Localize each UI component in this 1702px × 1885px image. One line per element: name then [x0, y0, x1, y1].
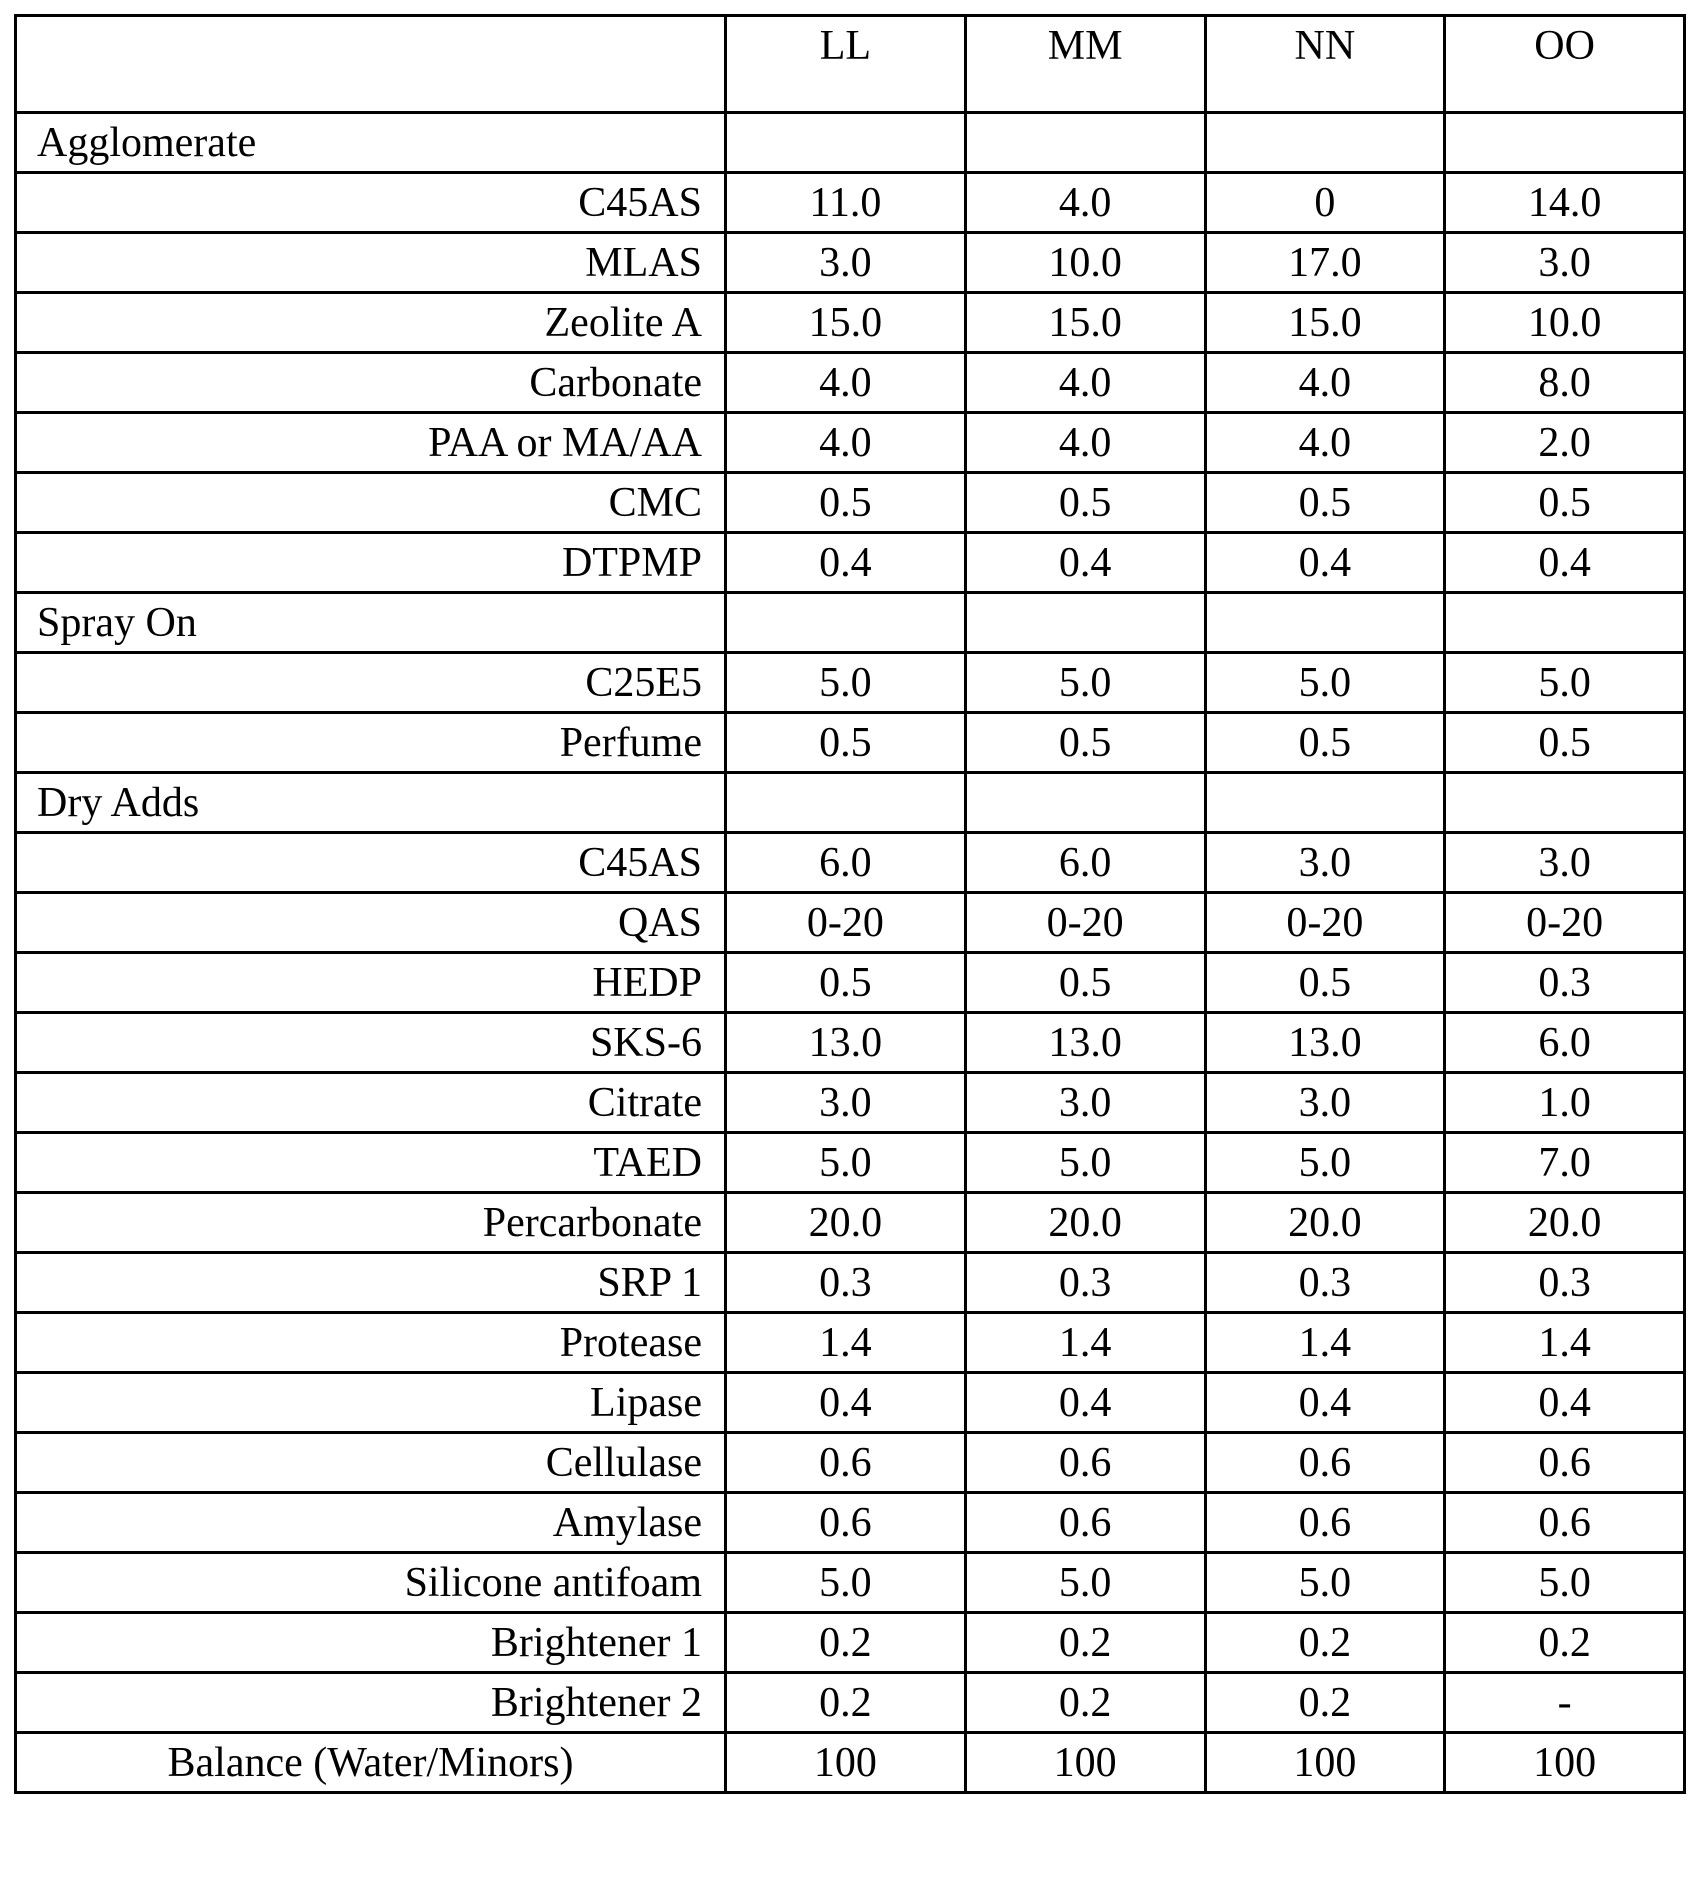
ingredient-label: DTPMP [16, 533, 726, 593]
value-cell: 4.0 [965, 413, 1205, 473]
table-row [16, 1673, 1685, 1733]
value-cell: 0.2 [1205, 1673, 1445, 1733]
value-cell: 100 [1445, 1733, 1685, 1793]
ingredient-label: Perfume [16, 713, 726, 773]
value-cell: 0-20 [726, 893, 966, 953]
value-cell: 0.5 [1205, 473, 1445, 533]
value-cell: 5.0 [726, 1133, 966, 1193]
value-cell: 0.5 [726, 953, 966, 1013]
ingredient-label: SKS-6 [16, 1013, 726, 1073]
value-cell: 0.3 [965, 1253, 1205, 1313]
value-cell: 0.3 [1205, 1253, 1445, 1313]
value-cell: 2.0 [1445, 413, 1685, 473]
value-cell: 20.0 [965, 1193, 1205, 1253]
value-cell: 0.6 [965, 1433, 1205, 1493]
value-cell: 7.0 [1445, 1133, 1685, 1193]
table-row [16, 473, 1685, 533]
table-row [16, 1073, 1685, 1133]
value-cell [1205, 593, 1445, 653]
table-row [16, 1433, 1685, 1493]
value-cell: 3.0 [965, 1073, 1205, 1133]
value-cell: 5.0 [1205, 1133, 1445, 1193]
value-cell: 5.0 [965, 1553, 1205, 1613]
value-cell: 0.6 [1445, 1433, 1685, 1493]
value-cell: 5.0 [965, 1133, 1205, 1193]
table-row [16, 533, 1685, 593]
value-cell: 0.5 [726, 473, 966, 533]
table-row [16, 1133, 1685, 1193]
value-cell: 0-20 [1205, 893, 1445, 953]
value-cell [1445, 113, 1685, 173]
value-cell: 10.0 [1445, 293, 1685, 353]
value-cell: 0.5 [1445, 713, 1685, 773]
value-cell: 20.0 [1445, 1193, 1685, 1253]
value-cell [1205, 113, 1445, 173]
table-row [16, 173, 1685, 233]
value-cell: 0.5 [965, 713, 1205, 773]
value-cell: 3.0 [1205, 1073, 1445, 1133]
value-cell: 3.0 [1445, 233, 1685, 293]
table-row [16, 1733, 1685, 1793]
value-cell: 17.0 [1205, 233, 1445, 293]
value-cell: 4.0 [965, 353, 1205, 413]
value-cell: 0.5 [965, 473, 1205, 533]
value-cell: 0.2 [1445, 1613, 1685, 1673]
value-cell: 0.5 [1205, 953, 1445, 1013]
value-cell: 1.4 [1205, 1313, 1445, 1373]
table-row [16, 953, 1685, 1013]
value-cell: 20.0 [726, 1193, 966, 1253]
ingredient-label: Silicone antifoam [16, 1553, 726, 1613]
table-row [16, 413, 1685, 473]
section-row [16, 773, 1685, 833]
value-cell: 0.3 [1445, 1253, 1685, 1313]
ingredient-label: Citrate [16, 1073, 726, 1133]
header-cell: LL [726, 16, 966, 113]
value-cell: 0 [1205, 173, 1445, 233]
value-cell: 0.4 [1205, 1373, 1445, 1433]
value-cell: 14.0 [1445, 173, 1685, 233]
value-cell: 1.4 [1445, 1313, 1685, 1373]
ingredient-label: C25E5 [16, 653, 726, 713]
value-cell: 5.0 [965, 653, 1205, 713]
header-cell: NN [1205, 16, 1445, 113]
value-cell: 1.4 [726, 1313, 966, 1373]
value-cell: 6.0 [1445, 1013, 1685, 1073]
value-cell: 0.4 [1205, 533, 1445, 593]
value-cell: 15.0 [726, 293, 966, 353]
value-cell: - [1445, 1673, 1685, 1733]
value-cell: 5.0 [726, 1553, 966, 1613]
table-row [16, 1553, 1685, 1613]
value-cell: 3.0 [1445, 833, 1685, 893]
value-cell: 0.2 [965, 1613, 1205, 1673]
section-row [16, 593, 1685, 653]
value-cell: 3.0 [726, 233, 966, 293]
value-cell: 4.0 [726, 413, 966, 473]
value-cell: 0.4 [1445, 1373, 1685, 1433]
table-row [16, 1373, 1685, 1433]
value-cell: 0.6 [726, 1493, 966, 1553]
value-cell: 5.0 [1445, 653, 1685, 713]
table-row [16, 833, 1685, 893]
value-cell: 0.4 [726, 533, 966, 593]
value-cell: 13.0 [1205, 1013, 1445, 1073]
value-cell [965, 113, 1205, 173]
value-cell: 0.6 [1205, 1493, 1445, 1553]
ingredient-label: Lipase [16, 1373, 726, 1433]
value-cell [965, 593, 1205, 653]
ingredient-label: Percarbonate [16, 1193, 726, 1253]
ingredient-label: CMC [16, 473, 726, 533]
table-row [16, 1493, 1685, 1553]
value-cell: 5.0 [1205, 653, 1445, 713]
ingredient-label: C45AS [16, 173, 726, 233]
value-cell: 0.2 [726, 1673, 966, 1733]
value-cell: 8.0 [1445, 353, 1685, 413]
value-cell [726, 773, 966, 833]
value-cell: 0.2 [965, 1673, 1205, 1733]
value-cell [1445, 773, 1685, 833]
header-cell: OO [1445, 16, 1685, 113]
value-cell: 100 [726, 1733, 966, 1793]
value-cell: 0.5 [726, 713, 966, 773]
value-cell: 1.0 [1445, 1073, 1685, 1133]
table-row [16, 293, 1685, 353]
value-cell: 0.4 [1445, 533, 1685, 593]
header-row [16, 16, 1685, 113]
header-cell: MM [965, 16, 1205, 113]
ingredient-label: Brightener 1 [16, 1613, 726, 1673]
ingredient-label: PAA or MA/AA [16, 413, 726, 473]
value-cell: 3.0 [1205, 833, 1445, 893]
ingredient-label: Cellulase [16, 1433, 726, 1493]
table-row [16, 653, 1685, 713]
section-row [16, 113, 1685, 173]
value-cell: 5.0 [726, 653, 966, 713]
formulation-table [14, 14, 1686, 1794]
header-cell [16, 16, 726, 113]
value-cell: 13.0 [726, 1013, 966, 1073]
value-cell: 0.6 [1445, 1493, 1685, 1553]
value-cell: 100 [1205, 1733, 1445, 1793]
ingredient-label: Protease [16, 1313, 726, 1373]
value-cell: 13.0 [965, 1013, 1205, 1073]
value-cell: 5.0 [1445, 1553, 1685, 1613]
value-cell: 4.0 [726, 353, 966, 413]
value-cell: 0.5 [1445, 473, 1685, 533]
value-cell: 20.0 [1205, 1193, 1445, 1253]
value-cell [1445, 593, 1685, 653]
ingredient-label: SRP 1 [16, 1253, 726, 1313]
table-row [16, 713, 1685, 773]
ingredient-label: MLAS [16, 233, 726, 293]
value-cell: 11.0 [726, 173, 966, 233]
section-label: Dry Adds [16, 773, 726, 833]
value-cell [726, 113, 966, 173]
table-row [16, 1613, 1685, 1673]
value-cell: 0.6 [726, 1433, 966, 1493]
value-cell: 100 [965, 1733, 1205, 1793]
value-cell: 0.4 [726, 1373, 966, 1433]
ingredient-label: TAED [16, 1133, 726, 1193]
ingredient-label: QAS [16, 893, 726, 953]
value-cell: 6.0 [965, 833, 1205, 893]
table-row [16, 1253, 1685, 1313]
value-cell: 1.4 [965, 1313, 1205, 1373]
table-row [16, 1313, 1685, 1373]
ingredient-label: Zeolite A [16, 293, 726, 353]
section-label: Agglomerate [16, 113, 726, 173]
table-row [16, 1013, 1685, 1073]
value-cell: 6.0 [726, 833, 966, 893]
value-cell: 15.0 [1205, 293, 1445, 353]
value-cell: 0.2 [1205, 1613, 1445, 1673]
ingredient-label: C45AS [16, 833, 726, 893]
value-cell: 0.5 [965, 953, 1205, 1013]
value-cell: 10.0 [965, 233, 1205, 293]
value-cell: 15.0 [965, 293, 1205, 353]
value-cell: 0.4 [965, 1373, 1205, 1433]
value-cell: 4.0 [965, 173, 1205, 233]
section-label: Spray On [16, 593, 726, 653]
ingredient-label: Balance (Water/Minors) [16, 1733, 726, 1793]
value-cell: 5.0 [1205, 1553, 1445, 1613]
value-cell: 0.3 [1445, 953, 1685, 1013]
value-cell: 0.6 [1205, 1433, 1445, 1493]
value-cell: 0.5 [1205, 713, 1445, 773]
table-row [16, 893, 1685, 953]
table-row [16, 233, 1685, 293]
ingredient-label: Carbonate [16, 353, 726, 413]
value-cell: 4.0 [1205, 413, 1445, 473]
value-cell [726, 593, 966, 653]
value-cell: 0-20 [1445, 893, 1685, 953]
ingredient-label: Brightener 2 [16, 1673, 726, 1733]
value-cell: 0-20 [965, 893, 1205, 953]
value-cell: 0.4 [965, 533, 1205, 593]
ingredient-label: HEDP [16, 953, 726, 1013]
value-cell: 4.0 [1205, 353, 1445, 413]
table-row [16, 1193, 1685, 1253]
ingredient-label: Amylase [16, 1493, 726, 1553]
value-cell [965, 773, 1205, 833]
value-cell: 0.6 [965, 1493, 1205, 1553]
table-row [16, 353, 1685, 413]
value-cell [1205, 773, 1445, 833]
value-cell: 0.3 [726, 1253, 966, 1313]
value-cell: 0.2 [726, 1613, 966, 1673]
value-cell: 3.0 [726, 1073, 966, 1133]
